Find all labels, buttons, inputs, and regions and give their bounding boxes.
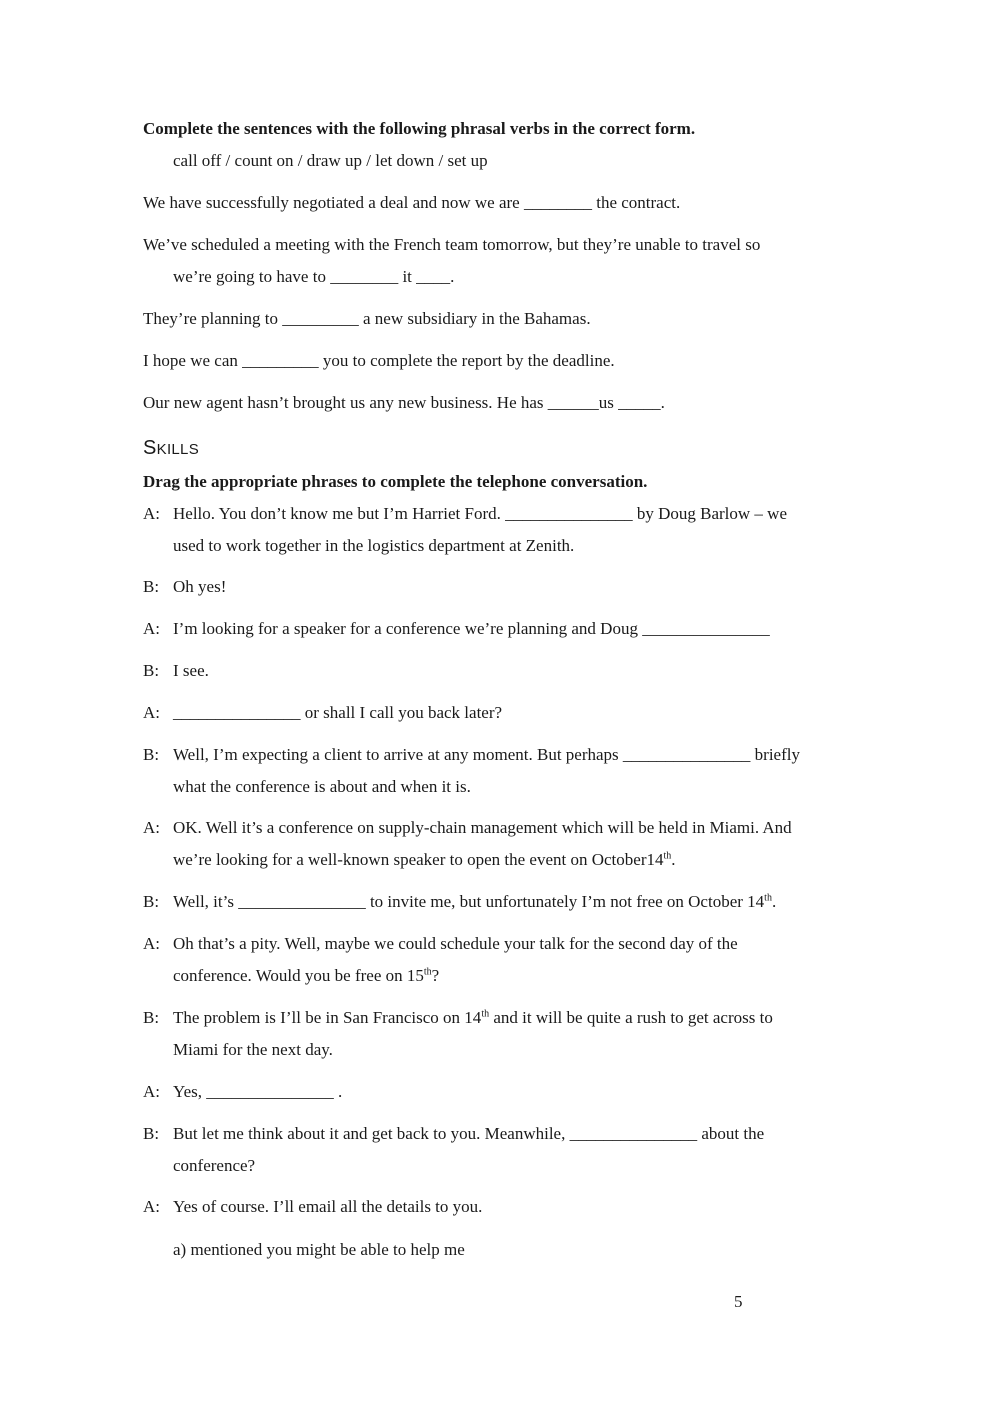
dialogue-line-7 [143,812,883,876]
dialogue-line-5 [143,697,883,729]
ordinal-superscript: th [663,850,672,862]
text-part: . [671,850,676,869]
dialogue-line-9 [143,928,883,992]
speaker-label: B: [143,577,160,596]
ordinal-superscript: th [423,966,432,978]
dialogue-text: I’m looking for a speaker for a conference we’re planning and Doug _______________ [173,619,770,638]
dialogue-text-continued [173,844,883,876]
exercise1-instruction: Complete the sentences with the following phrasal verbs in the correct form. [143,119,696,138]
dialogue-line-10 [143,1002,883,1066]
dialogue-line-11 [143,1076,883,1108]
speaker-label: A: [143,619,160,638]
page-number: 5 [734,1292,743,1311]
dialogue-text-continued: used to work together in the logistics department at Zenith. [173,536,575,555]
ordinal-superscript: th [481,1008,490,1020]
skills-heading-first: S [143,437,157,459]
sentence-3: They’re planning to _________ a new subsidiary in the Bahamas. [143,309,591,328]
speaker-label: A: [143,703,160,722]
speaker-label: A: [143,1082,160,1101]
text-part: and it will be quite a rush to get across to [489,1008,773,1027]
dialogue-line-13 [143,1191,883,1223]
speaker-label: A: [143,818,160,837]
dialogue-text: I see. [173,661,209,680]
sentence-2: We’ve scheduled a meeting with the French team tomorrow, but they’re unable to travel so [143,235,761,254]
dialogue-text [173,886,883,918]
dialogue-line-4 [143,655,883,687]
dialogue-line-2 [143,571,883,603]
speaker-label: B: [143,745,160,764]
word-box: call off / count on / draw up / let down / set up [173,151,488,170]
dialogue-text-continued: conference? [173,1156,256,1175]
dialogue-line-8 [143,886,883,918]
text-part: Well, it’s _______________ to invite me, but unfortunately I’m not free on October 14 [173,892,765,911]
speaker-label: A: [143,1197,160,1216]
speaker-label: B: [143,661,160,680]
dialogue-text-continued: Miami for the next day. [173,1040,333,1059]
skills-heading [143,432,883,466]
dialogue-text: Well, I’m expecting a client to arrive at any moment. But perhaps _______________ briefly [173,745,800,764]
speaker-label: B: [143,1008,160,1027]
text-part: ? [431,966,440,985]
text-part: we’re looking for a well-known speaker to open the event on October14 [173,850,664,869]
dialogue-text [173,1002,883,1034]
option-a[interactable]: a) mentioned you might be able to help me [173,1240,465,1259]
speaker-label: A: [143,504,160,523]
text-part: conference. Would you be free on 15 [173,966,424,985]
dialogue-line-1 [143,498,883,562]
skills-instruction: Drag the appropriate phrases to complete the telephone conversation. [143,472,648,491]
sentence-1: We have successfully negotiated a deal and now we are ________ the contract. [143,193,681,212]
speaker-label: A: [143,934,160,953]
dialogue-line-3 [143,613,883,645]
speaker-label: B: [143,892,160,911]
dialogue-text: Yes, _______________ . [173,1082,343,1101]
dialogue-text: But let me think about it and get back to you. Meanwhile, _______________ about the [173,1124,765,1143]
dialogue-text: _______________ or shall I call you back later? [173,703,503,722]
dialogue-text-continued: what the conference is about and when it is. [173,777,471,796]
dialogue-text: Oh that’s a pity. Well, maybe we could schedule your talk for the second day of the [173,934,738,953]
text-part: The problem is I’ll be in San Francisco on 14 [173,1008,482,1027]
dialogue-text: Oh yes! [173,577,227,596]
dialogue-line-12 [143,1118,883,1182]
speaker-label: B: [143,1124,160,1143]
sentence-5: Our new agent hasn’t brought us any new business. He has ______us _____. [143,393,665,412]
dialogue-text: Yes of course. I’ll email all the details to you. [173,1197,483,1216]
dialogue-line-6 [143,739,883,803]
dialogue-text: Hello. You don’t know me but I’m Harriet Ford. _______________ by Doug Barlow – we [173,504,788,523]
text-part: . [771,892,777,911]
skills-heading-rest: KILLS [156,441,200,458]
ordinal-superscript: th [764,892,772,904]
dialogue-text: OK. Well it’s a conference on supply-chain management which will be held in Miami. And [173,818,792,837]
sentence-2-continued: we’re going to have to ________ it ____. [173,267,455,286]
dialogue-text-continued [173,960,883,992]
sentence-4: I hope we can _________ you to complete the report by the deadline. [143,351,615,370]
